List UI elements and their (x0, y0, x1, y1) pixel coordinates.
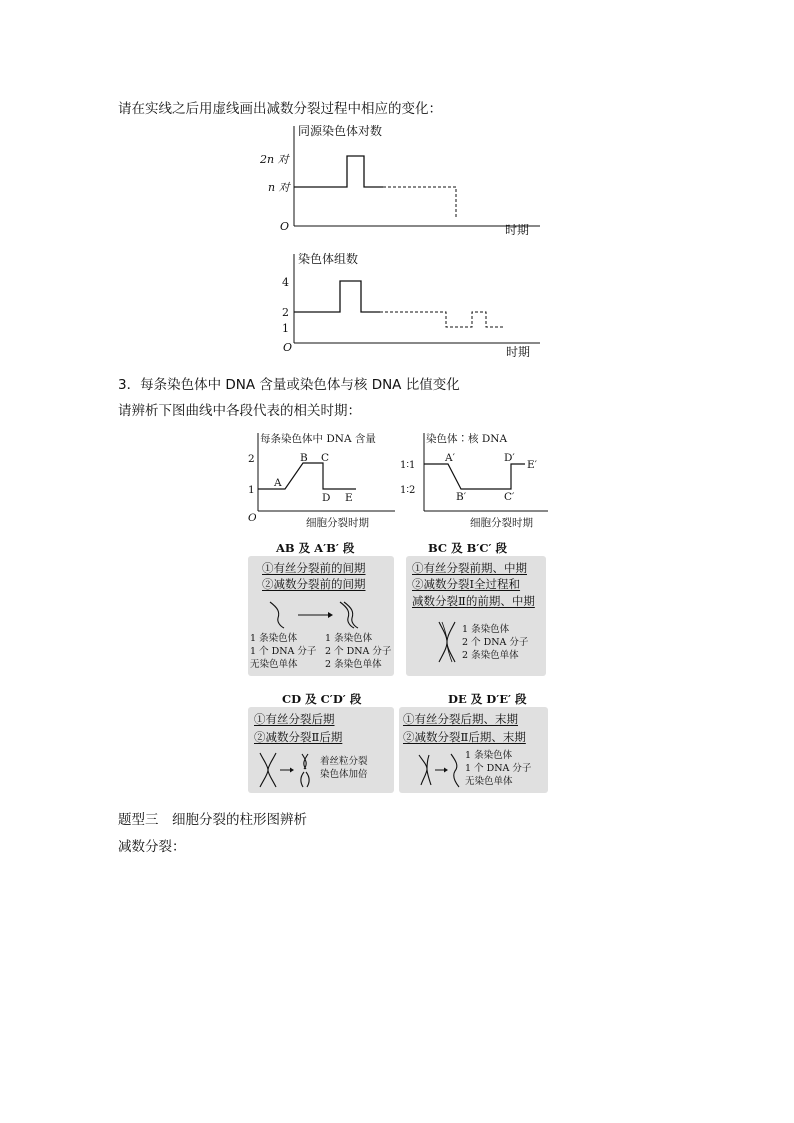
chart4-point-b: B′ (456, 491, 467, 503)
chart4-point-d: D′ (504, 452, 515, 464)
box-bc-line1 (412, 560, 527, 576)
chart2-ytick-2: 2 (282, 306, 289, 319)
box-cd-line2 (254, 729, 342, 745)
chart3-point-b: B (300, 452, 308, 464)
chart3-point-c: C (321, 452, 330, 464)
chart4-ytick-1-2: 1∶2 (400, 485, 416, 496)
arrow-head (328, 612, 333, 618)
chart2-origin: O (283, 341, 293, 354)
chart1-solid-line (294, 156, 383, 187)
section3-subtitle: 请辨析下图曲线中各段代表的相关时期： (118, 403, 361, 419)
box-ab-diagram (256, 598, 386, 630)
box-cd-line1-text: ①有丝分裂后期 (254, 712, 335, 726)
chart2-ytick-1: 1 (282, 322, 289, 335)
box-bc-chromosome-icon (434, 620, 460, 664)
arrow-head (444, 768, 448, 773)
chart2-ylabel: 染色体组数 (298, 252, 359, 266)
double-chromatid-icon-b (344, 602, 358, 628)
box-de-line1-text: ①有丝分裂后期、末期 (403, 712, 518, 726)
chart2-ytick-4: 4 (282, 276, 289, 289)
box-de-line2-text: ②减数分裂Ⅱ后期、末期 (403, 730, 526, 744)
box-ab-left-desc: 1 条染色体 1 个 DNA 分子 无染色单体 (250, 633, 317, 670)
box-ab-line2-text: ②减数分裂前的间期 (262, 577, 366, 591)
separated-chromatid-icon (301, 754, 309, 787)
section3-title: 3．每条染色体中 DNA 含量或染色体与核 DNA 比值变化 (118, 377, 460, 393)
box-de-desc: 1 条染色体 1 个 DNA 分子 无染色单体 (465, 750, 532, 787)
chart2-xlabel: 时期 (506, 345, 531, 359)
section-title: 题型三 细胞分裂的柱形图辨析 (118, 812, 307, 828)
box-cd-line2-text: ②减数分裂Ⅱ后期 (254, 730, 343, 744)
box-bc-line3-text: 减数分裂Ⅱ的前期、中期 (412, 594, 535, 608)
chart3-origin: O (248, 512, 257, 524)
chart-chromosome-dna-ratio (398, 425, 558, 535)
box-ab-right-desc: 1 条染色体 2 个 DNA 分子 2 条染色单体 (325, 633, 392, 670)
chromosome-x-icon (260, 753, 276, 787)
chart3-xlabel: 细胞分裂时期 (306, 517, 369, 529)
chart4-curve (424, 464, 525, 489)
chart3-ytick-2: 2 (248, 453, 255, 465)
chart-homologous-pairs (250, 118, 550, 243)
box-cd-diagram (258, 751, 320, 789)
chart2-dashed-line (380, 312, 504, 327)
box-ab-line1 (262, 560, 366, 576)
box-bc-line3 (412, 593, 535, 609)
chart1-ylabel: 同源染色体对数 (298, 124, 383, 138)
box-de-diagram (415, 751, 465, 789)
box-bc-desc: 1 条染色体 2 个 DNA 分子 2 条染色单体 (462, 624, 529, 661)
chart4-ylabel: 染色体∶核 DNA (426, 433, 508, 445)
box-bc-line1-text: ①有丝分裂前期、中期 (412, 561, 527, 575)
box-cd-line1 (254, 711, 335, 727)
section-subtitle: 减数分裂： (118, 839, 186, 855)
box-bc-line2-text: ②减数分裂Ⅰ全过程和 (412, 577, 521, 591)
box-de-line2 (403, 729, 526, 745)
double-chromatid-icon-a (340, 602, 354, 628)
chart4-xlabel: 细胞分裂时期 (470, 517, 533, 529)
chart4-point-e: E′ (527, 459, 538, 471)
chart3-curve (258, 463, 356, 489)
chart4-point-a: A′ (445, 452, 455, 464)
chart3-ytick-1: 1 (248, 484, 255, 496)
chart3-ylabel: 每条染色体中 DNA 含量 (260, 433, 376, 445)
chart4-ytick-1-1: 1∶1 (400, 460, 416, 471)
box-bc-title: BC 及 B′C′ 段 (428, 541, 508, 555)
chart4-point-c: C′ (504, 491, 515, 503)
box-bc (406, 556, 546, 676)
single-chromatid-icon (270, 602, 284, 628)
box-de-title: DE 及 D′E′ 段 (448, 692, 527, 706)
intro-line: 请在实线之后用虚线画出减数分裂过程中相应的变化： (118, 101, 442, 117)
chart1-xlabel: 时期 (505, 223, 530, 237)
chart3-point-a: A (274, 477, 282, 489)
box-ab-line1-text: ①有丝分裂前的间期 (262, 561, 366, 575)
chart-dna-per-chromosome (240, 425, 400, 535)
box-cd-title: CD 及 C′D′ 段 (282, 692, 362, 706)
box-cd-desc: 着丝粒分裂 染色体加倍 (320, 756, 368, 780)
chart3-point-e: E (345, 492, 353, 504)
chart3-point-d: D (322, 492, 331, 504)
chart-chromosome-sets (250, 248, 550, 363)
box-ab (248, 556, 394, 676)
chart2-solid-line (294, 281, 380, 312)
chromatid-pair-icon (419, 755, 431, 785)
box-de-line1 (403, 711, 518, 727)
arrow-head (290, 768, 294, 773)
chart1-dashed-line (383, 187, 456, 218)
box-de (399, 707, 548, 793)
chart1-ytick-2n: 2n 对 (260, 153, 289, 166)
single-chromosome-icon (451, 754, 459, 787)
box-ab-line2 (262, 576, 366, 592)
box-bc-line2 (412, 576, 520, 592)
chart1-ytick-n: n 对 (268, 181, 290, 194)
box-ab-title: AB 及 A′B′ 段 (276, 541, 355, 555)
box-cd (248, 707, 394, 793)
chart1-origin: O (280, 220, 290, 233)
